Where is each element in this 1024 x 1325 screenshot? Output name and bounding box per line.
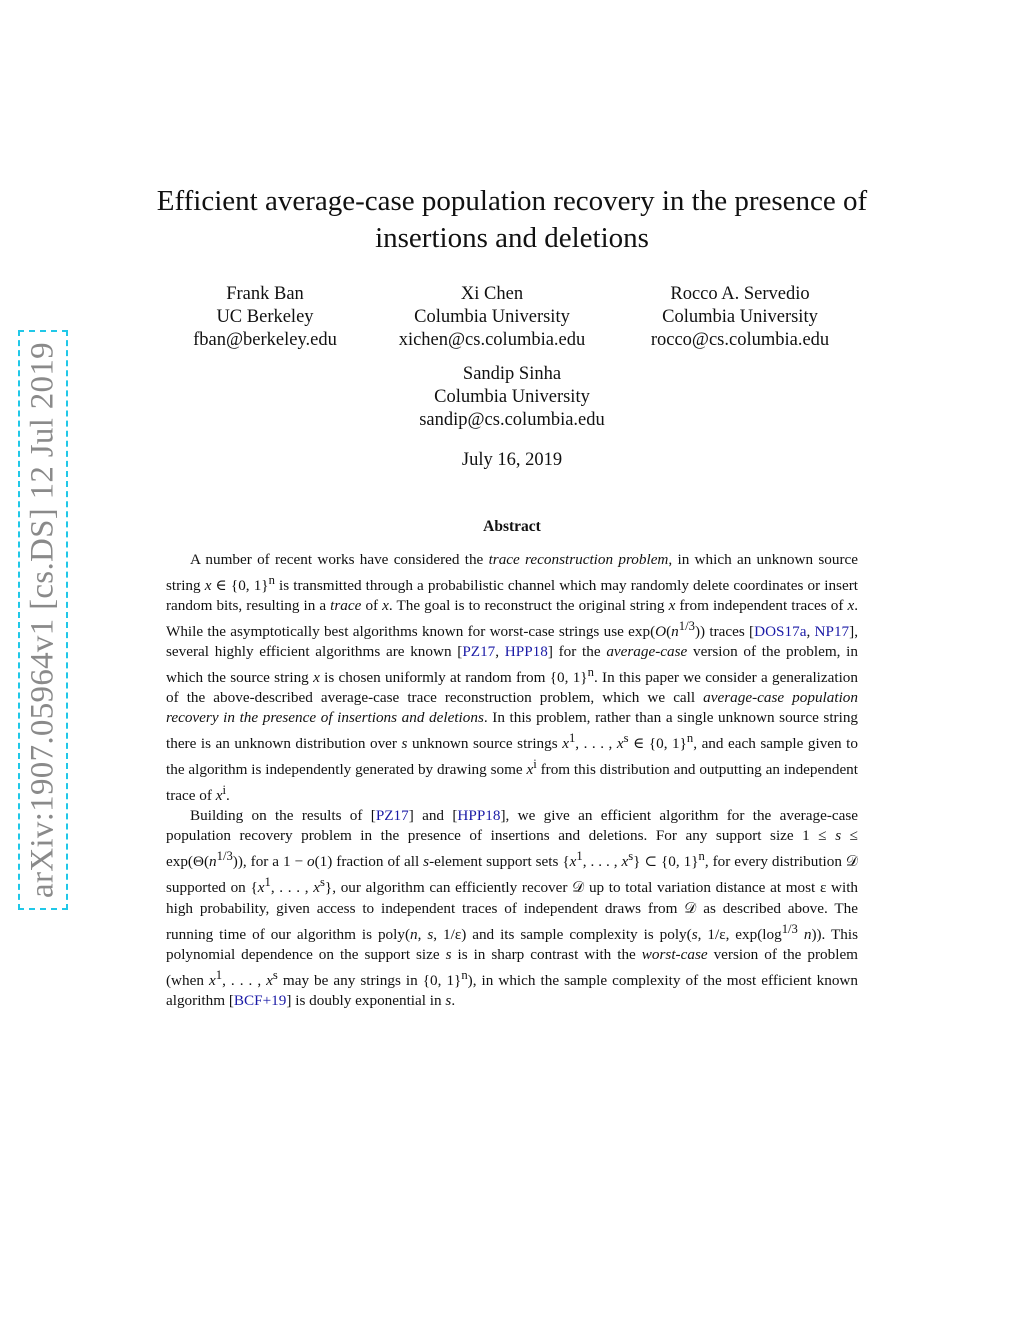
author-name: Rocco A. Servedio bbox=[670, 284, 810, 304]
author-affiliation: Columbia University bbox=[414, 307, 570, 327]
citation-link[interactable]: PZ17 bbox=[462, 643, 496, 661]
citation-link[interactable]: BCF+19 bbox=[233, 991, 287, 1009]
author-email: xichen@cs.columbia.edu bbox=[398, 330, 586, 350]
abstract-paragraph: Building on the results of [PZ17] and [HPP18], we give an efficient algorithm for the average-case population recovery problem in the presence of insertions and deletions. For any support size $1 \le s \le \exp(\Theta(n^{1/3}))$, for a 1 − o(1) fraction of all s-element support sets {$x^1$, . . . , $x^s$} ⊂ {0, 1}$^n$, for every distribution 𝒟 supported on {$x^1$, . . . , $x^s$}, our algorithm can efficiently recover 𝒟 up to total variation distance at most ε with high probability, given access to independent traces of independent draws from 𝒟 as described above. The running time of our algorithm is poly(n, s, 1/ε) and its sample complexity is poly(s, 1/ε, $\exp(\log^{1/3}$ n)). This polynomial dependence on the support size s is in sharp contrast with the worst-case version of the problem (when $x^1$, . . . , $x^s$ may be any strings in {0, 1}$^n$), in which the sample complexity of the most efficient known algorithm [BCF+19] is doubly exponential in s. bbox=[166, 807, 859, 1009]
citation-link[interactable]: HPP18 bbox=[457, 807, 501, 825]
author-email: fban@berkeley.edu bbox=[193, 330, 337, 350]
author-block bbox=[135, 283, 395, 352]
author-block bbox=[382, 363, 642, 432]
author-block bbox=[362, 283, 622, 352]
author-email: sandip@cs.columbia.edu bbox=[419, 410, 605, 430]
author-name: Sandip Sinha bbox=[462, 364, 562, 384]
author-affiliation: UC Berkeley bbox=[216, 307, 314, 327]
author-name: Frank Ban bbox=[226, 284, 304, 304]
paper-title: Efficient average-case population recovery in the presence of insertions and deletions bbox=[156, 185, 868, 254]
abstract-heading: Abstract bbox=[483, 518, 541, 535]
citation-link[interactable]: NP17 bbox=[814, 623, 850, 641]
author-block bbox=[610, 283, 870, 352]
author-email: rocco@cs.columbia.edu bbox=[650, 330, 830, 350]
abstract-body bbox=[166, 550, 858, 1011]
citation-link[interactable]: DOS17a bbox=[754, 623, 807, 641]
abstract-paragraph: A number of recent works have considered the trace reconstruction problem, in which an unknown source string x ∈ {0, 1}$^n$ is transmitted through a probabilistic channel which may randomly delete coordinates or insert random bits, resulting in a trace of x. The goal is to reconstruct the original string x from independent traces of x. While the asymptotically best algorithms known for worst-case strings use $\exp(O(n^{1/3}))$ traces [DOS17a, NP17], several highly efficient algorithms are known [PZ17, HPP18] for the average-case version of the problem, in which the source string x is chosen uniformly at random from {0, 1}$^n$. In this paper we consider a generalization of the above-described average-case trace reconstruction problem, which we call average-case population recovery in the presence of insertions and deletions. In this problem, rather than a single unknown source string there is an unknown distribution over s unknown source strings $x^1$, . . . , $x^s$ ∈ {0, 1}$^n$, and each sample given to the algorithm is independently generated by drawing some $x^i$ from this distribution and outputting an independent trace of $x^i$. bbox=[166, 551, 859, 805]
arxiv-stamp[interactable]: arXiv:1907.05964v1 [cs.DS] 12 Jul 2019 bbox=[24, 342, 61, 898]
paper-date: July 16, 2019 bbox=[461, 450, 563, 470]
author-affiliation: Columbia University bbox=[434, 387, 590, 407]
citation-link[interactable]: PZ17 bbox=[375, 807, 409, 825]
author-name: Xi Chen bbox=[460, 284, 524, 304]
citation-link[interactable]: HPP18 bbox=[504, 643, 548, 661]
author-affiliation: Columbia University bbox=[662, 307, 818, 327]
